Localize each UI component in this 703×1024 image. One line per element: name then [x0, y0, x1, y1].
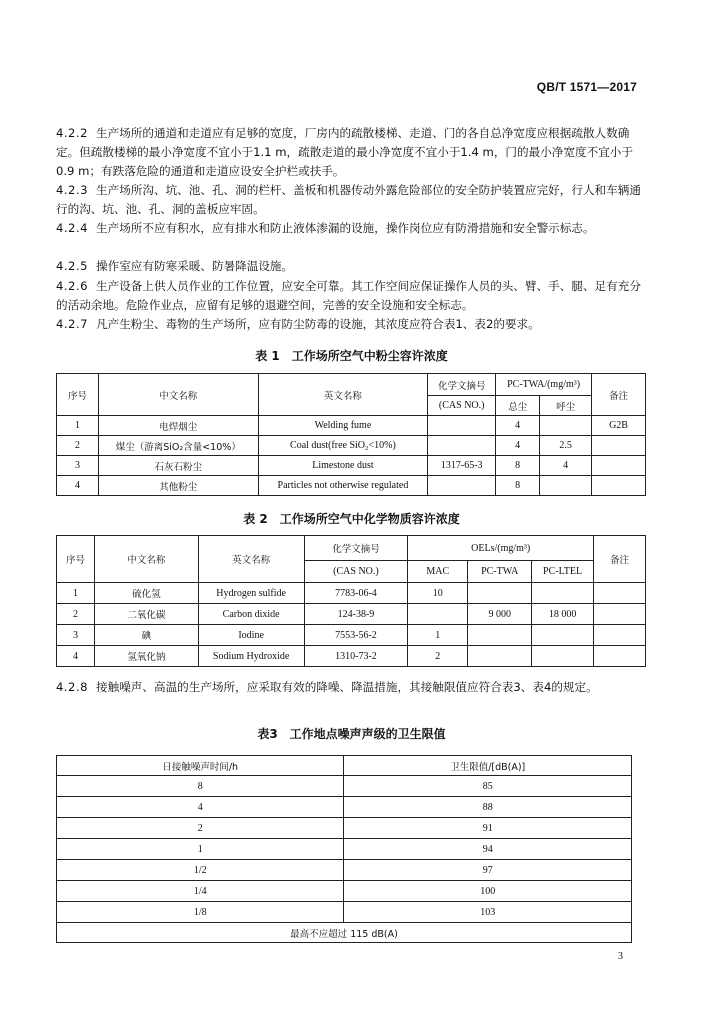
table-row: [57, 902, 632, 923]
cell-en-name: Particles not otherwise regulated: [258, 476, 428, 496]
clause-text: 生产场所的通道和走道应有足够的宽度，厂房内的疏散楼梯、走道、门的各自总净宽度应根据疏散人数确定。但疏散楼梯的最小净宽度不宜小于1.1 m，疏散走道的最小净宽度不宜小于1.4 m，门的最小净宽度不宜小于0.9 m；有跌落危险的通道和走道应设安全护栏或扶手。: [56, 126, 633, 178]
table1-header-cn-name: 中文名称: [98, 374, 258, 416]
cell-limit: 97: [344, 860, 632, 881]
clause-4-2-3: [56, 181, 648, 219]
cell-twa: [468, 583, 532, 604]
cell-resp: [540, 476, 592, 496]
table1-header-total: 总尘: [496, 396, 540, 416]
table2-header-cas: 化学文摘号: [304, 536, 408, 561]
table-row: [57, 456, 646, 476]
cell-ltel: 18 000: [532, 604, 594, 625]
cell-total: 4: [496, 416, 540, 436]
cell-cn-name: 其他粉尘: [98, 476, 258, 496]
cell-time: 8: [57, 776, 344, 797]
cell-mac: 2: [408, 646, 468, 667]
cell-en-name: Carbon dixide: [198, 604, 304, 625]
table2-header-cas-sub: (CAS NO.): [304, 561, 408, 583]
table-row: [57, 881, 632, 902]
cell-resp: [540, 416, 592, 436]
cell-resp: 4: [540, 456, 592, 476]
cell-seq: 2: [57, 604, 95, 625]
table3-caption: 表3 工作地点噪声声级的卫生限值: [257, 727, 446, 741]
table-row: [57, 860, 632, 881]
cell-cas: 7783-06-4: [304, 583, 408, 604]
table2-header-en-name: 英文名称: [198, 536, 304, 583]
cell-seq: 2: [57, 436, 99, 456]
cell-twa: [468, 646, 532, 667]
cell-total: 8: [496, 456, 540, 476]
table1-header-en-name: 英文名称: [258, 374, 428, 416]
cell-time: 2: [57, 818, 344, 839]
table3-header-time: 日接触噪声时间/h: [57, 756, 344, 776]
cell-mac: 1: [408, 625, 468, 646]
cell-en-name: Coal dust(free SiO₂<10%): [258, 436, 428, 456]
cell-seq: 3: [57, 625, 95, 646]
cell-total: 4: [496, 436, 540, 456]
cell-time: 1/4: [57, 881, 344, 902]
cell-cn-name: 电焊烟尘: [98, 416, 258, 436]
table-row: [57, 839, 632, 860]
cell-mac: [408, 604, 468, 625]
clause-text: 接触噪声、高温的生产场所，应采取有效的降噪、降温措施，其接触限值应符合表3、表4的规定。: [96, 680, 598, 694]
clause-text: 生产场所不应有积水，应有排水和防止液体渗漏的设施，操作岗位应有防滑措施和安全警示标志。: [96, 221, 595, 235]
table-row: [57, 818, 632, 839]
table2-header-note: 备注: [594, 536, 646, 583]
table-row: [57, 797, 632, 818]
clause-text: 操作室应有防寒采暖、防暑降温设施。: [96, 259, 294, 273]
table-row: [57, 604, 646, 625]
table1-header-cas-sub: (CAS NO.): [428, 396, 496, 416]
cell-ltel: [532, 646, 594, 667]
cell-cas: [428, 476, 496, 496]
cell-cn-name: 氢氧化钠: [94, 646, 198, 667]
cell-time: 1/8: [57, 902, 344, 923]
cell-limit: 85: [344, 776, 632, 797]
cell-twa: [468, 625, 532, 646]
cell-en-name: Iodine: [198, 625, 304, 646]
cell-note: [594, 646, 646, 667]
table2: [56, 535, 646, 667]
table1-header-seq: 序号: [57, 374, 99, 416]
table2-header-oel: OELs/(mg/m³): [408, 536, 594, 561]
cell-cn-name: 石灰石粉尘: [98, 456, 258, 476]
table2-header-ltel: PC-LTEL: [532, 561, 594, 583]
cell-en-name: Sodium Hydroxide: [198, 646, 304, 667]
clause-number: 4.2.4: [56, 221, 88, 235]
table-row: [57, 416, 646, 436]
cell-seq: 4: [57, 476, 99, 496]
clause-4-2-6: [56, 277, 648, 315]
cell-en-name: Welding fume: [258, 416, 428, 436]
clause-text: 生产场所沟、坑、池、孔、洞的栏杆、盖板和机器传动外露危险部位的安全防护装置应完好，行人和车辆通行的沟、坑、池、孔、洞的盖板应牢固。: [56, 183, 641, 216]
cell-twa: 9 000: [468, 604, 532, 625]
cell-limit: 88: [344, 797, 632, 818]
table2-header-seq: 序号: [57, 536, 95, 583]
clause-text: 生产设备上供人员作业的工作位置，应安全可靠。其工作空间应保证操作人员的头、臂、手、腿、足有充分的活动余地。危险作业点，应留有足够的退避空间，完善的安全设施和安全标志。: [56, 279, 641, 312]
standard-code: QB/T 1571—2017: [536, 80, 637, 94]
table1-header-cas: 化学文摘号: [428, 374, 496, 396]
cell-resp: 2.5: [540, 436, 592, 456]
clause-4-2-2: [56, 124, 648, 181]
cell-limit: 94: [344, 839, 632, 860]
cell-note: G2B: [592, 416, 646, 436]
table2-header-cn-name: 中文名称: [94, 536, 198, 583]
clause-4-2-7: [56, 315, 648, 334]
cell-cas: 124-38-9: [304, 604, 408, 625]
cell-seq: 1: [57, 583, 95, 604]
cell-note: [594, 625, 646, 646]
cell-en-name: Limestone dust: [258, 456, 428, 476]
page-number: 3: [618, 951, 623, 962]
clause-4-2-4: [56, 219, 648, 238]
table1-caption: 表 1 工作场所空气中粉尘容许浓度: [255, 349, 448, 363]
table-row: [57, 625, 646, 646]
cell-ltel: [532, 625, 594, 646]
cell-cas: 1317-65-3: [428, 456, 496, 476]
clause-number: 4.2.3: [56, 183, 88, 197]
cell-seq: 3: [57, 456, 99, 476]
cell-note: [594, 604, 646, 625]
clause-text: 凡产生粉尘、毒物的生产场所，应有防尘防毒的设施，其浓度应符合表1、表2的要求。: [96, 317, 540, 331]
cell-en-name: Hydrogen sulfide: [198, 583, 304, 604]
cell-time: 4: [57, 797, 344, 818]
table2-header-mac: MAC: [408, 561, 468, 583]
table2-caption: 表 2 工作场所空气中化学物质容许浓度: [243, 512, 460, 526]
clause-4-2-5: [56, 257, 648, 276]
clause-4-2-8: [56, 678, 648, 697]
cell-limit: 103: [344, 902, 632, 923]
table3: [56, 755, 632, 943]
cell-note: [592, 436, 646, 456]
clause-number: 4.2.6: [56, 279, 88, 293]
table1: [56, 373, 646, 496]
cell-cn-name: 二氧化碳: [94, 604, 198, 625]
table3-header-limit: 卫生限值/[dB(A)]: [344, 756, 632, 776]
cell-cas: [428, 436, 496, 456]
cell-cas: [428, 416, 496, 436]
cell-cas: 7553-56-2: [304, 625, 408, 646]
cell-cn-name: 硫化氢: [94, 583, 198, 604]
cell-cn-name: 煤尘（游离SiO₂含量<10%）: [98, 436, 258, 456]
cell-time: 1: [57, 839, 344, 860]
clause-number: 4.2.7: [56, 317, 88, 331]
cell-seq: 1: [57, 416, 99, 436]
cell-total: 8: [496, 476, 540, 496]
table-row: [57, 583, 646, 604]
cell-seq: 4: [57, 646, 95, 667]
table1-header-resp: 呼尘: [540, 396, 592, 416]
table3-footer: 最高不应超过 115 dB(A): [57, 923, 632, 943]
cell-note: [594, 583, 646, 604]
cell-time: 1/2: [57, 860, 344, 881]
cell-note: [592, 456, 646, 476]
cell-limit: 91: [344, 818, 632, 839]
table2-header-twa: PC-TWA: [468, 561, 532, 583]
table1-header-note: 备注: [592, 374, 646, 416]
table-row: [57, 776, 632, 797]
cell-ltel: [532, 583, 594, 604]
clause-number: 4.2.2: [56, 126, 88, 140]
cell-mac: 10: [408, 583, 468, 604]
cell-limit: 100: [344, 881, 632, 902]
cell-cn-name: 碘: [94, 625, 198, 646]
table-row: [57, 646, 646, 667]
table-row: [57, 476, 646, 496]
table-row: [57, 436, 646, 456]
clause-number: 4.2.8: [56, 680, 88, 694]
clause-number: 4.2.5: [56, 259, 88, 273]
cell-note: [592, 476, 646, 496]
cell-cas: 1310-73-2: [304, 646, 408, 667]
table1-header-twa: PC-TWA/(mg/m³): [496, 374, 592, 396]
